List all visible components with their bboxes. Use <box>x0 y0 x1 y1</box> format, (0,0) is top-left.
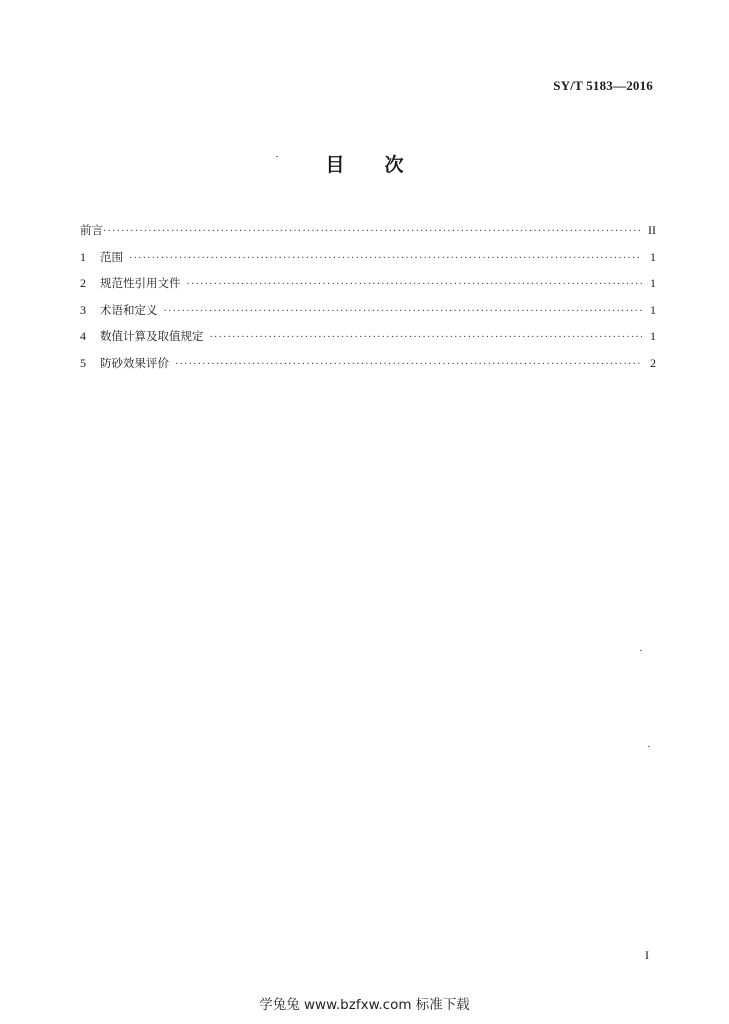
toc-entry-page: 1 <box>650 249 656 264</box>
toc-title-part1: 目 <box>325 154 345 176</box>
toc-entry-number: 2 <box>80 276 86 290</box>
toc-entry-page: 1 <box>650 329 656 343</box>
toc-entry-foreword[interactable] <box>80 222 656 249</box>
toc-entry-label: 防砂效果评价 <box>100 355 169 370</box>
toc-entry-number: 4 <box>80 329 86 343</box>
toc-title-part2: 次 <box>384 154 404 176</box>
toc-leader-dots <box>210 330 643 346</box>
toc-leader-dots <box>103 224 642 240</box>
toc-entry-numerical-calculation[interactable] <box>80 328 656 355</box>
toc-entry-page: 2 <box>650 355 656 370</box>
toc-entry-sand-control-evaluation[interactable] <box>80 355 656 382</box>
toc-leader-dots <box>164 304 643 320</box>
toc-entry-scope[interactable] <box>80 249 656 276</box>
toc-leader-dots <box>175 357 642 373</box>
toc-entry-number: 3 <box>80 302 86 317</box>
scan-speck <box>276 156 278 157</box>
scan-speck <box>648 746 650 747</box>
toc-entry-label: 数值计算及取值规定 <box>100 329 204 343</box>
page-number: I <box>645 948 649 962</box>
toc-entry-number: 5 <box>80 355 86 370</box>
standard-code: SY/T 5183—2016 <box>553 78 653 93</box>
toc-entry-label: 前言 <box>80 223 103 237</box>
scan-speck <box>640 650 642 651</box>
toc-entry-page: II <box>648 223 656 237</box>
toc-title <box>0 150 729 177</box>
toc-entry-label: 术语和定义 <box>100 302 158 317</box>
toc-entry-page: 1 <box>650 302 656 317</box>
toc-entry-label: 范围 <box>100 249 123 264</box>
toc-entry-number: 1 <box>80 249 86 264</box>
toc-list <box>80 222 656 381</box>
download-watermark: 学兔兔 www.bzfxw.com 标准下载 <box>259 997 470 1013</box>
toc-leader-dots <box>129 251 642 267</box>
toc-entry-terms-definitions[interactable] <box>80 302 656 329</box>
toc-entry-normative-references[interactable] <box>80 275 656 302</box>
toc-entry-label: 规范性引用文件 <box>100 276 181 290</box>
toc-entry-page: 1 <box>650 276 656 290</box>
toc-leader-dots <box>187 277 643 293</box>
